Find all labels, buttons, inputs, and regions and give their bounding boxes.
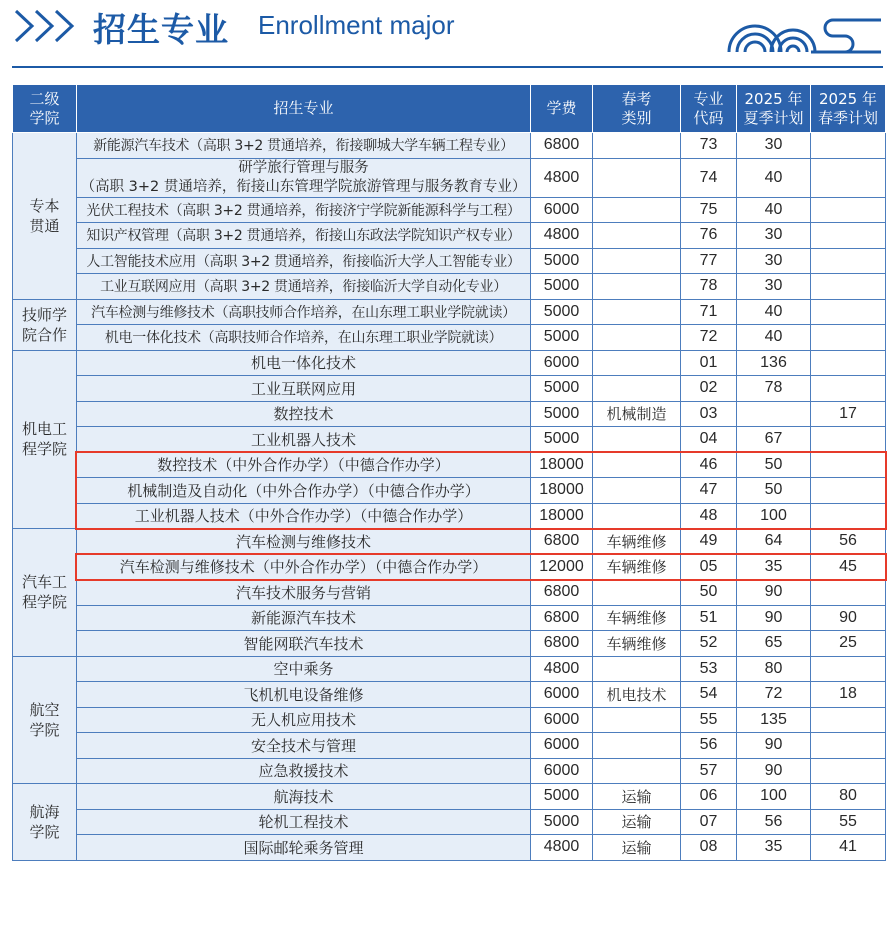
table-row [13,197,886,223]
code-cell: 71 [681,299,737,325]
college-cell: 专本 贯通 [13,133,77,300]
fee-cell: 12000 [531,554,593,580]
summer-plan-cell: 30 [737,223,811,249]
major-cell: 工业互联网应用 [77,376,531,402]
code-cell: 51 [681,605,737,631]
code-cell: 50 [681,580,737,606]
table-row [13,248,886,274]
college-cell: 汽车工 程学院 [13,529,77,657]
code-cell: 74 [681,158,737,197]
fee-cell: 5000 [531,325,593,351]
fee-cell: 4800 [531,656,593,682]
fee-cell: 6800 [531,605,593,631]
col-header-code: 专业 代码 [681,85,737,133]
major-cell: 数控技术 [77,401,531,427]
spring-category-cell [593,223,681,249]
summer-plan-cell: 30 [737,248,811,274]
fee-cell: 4800 [531,835,593,861]
spring-category-cell [593,299,681,325]
spring-category-cell [593,707,681,733]
code-cell: 75 [681,197,737,223]
code-cell: 76 [681,223,737,249]
major-cell: 汽车检测与维修技术（中外合作办学）（中德合作办学） [77,554,531,580]
spring-plan-cell [811,299,886,325]
spring-category-cell [593,580,681,606]
code-cell: 53 [681,656,737,682]
code-cell: 08 [681,835,737,861]
fee-cell: 6800 [531,580,593,606]
spring-category-cell [593,248,681,274]
spring-category-cell: 车辆维修 [593,631,681,657]
table-row [13,835,886,861]
spring-plan-cell: 41 [811,835,886,861]
spring-plan-cell [811,580,886,606]
spring-plan-cell [811,503,886,529]
fee-cell: 18000 [531,503,593,529]
major-cell: 航海技术 [77,784,531,810]
table-body [13,133,886,861]
summer-plan-cell: 35 [737,554,811,580]
spring-plan-cell [811,325,886,351]
fee-cell: 6000 [531,350,593,376]
summer-plan-cell: 30 [737,133,811,159]
summer-plan-cell: 65 [737,631,811,657]
spring-category-cell [593,376,681,402]
fee-cell: 6000 [531,682,593,708]
summer-plan-cell: 50 [737,478,811,504]
spring-plan-cell [811,758,886,784]
spring-category-cell: 机电技术 [593,682,681,708]
fee-cell: 6000 [531,758,593,784]
summer-plan-cell: 40 [737,325,811,351]
header-rule [12,66,883,68]
summer-plan-cell: 40 [737,299,811,325]
major-cell: 工业机器人技术 [77,427,531,453]
table-row [13,529,886,555]
table-row [13,158,886,197]
col-header-spring-category: 春考 类别 [593,85,681,133]
fee-cell: 6000 [531,197,593,223]
summer-plan-cell: 90 [737,605,811,631]
spring-plan-cell [811,478,886,504]
code-cell: 03 [681,401,737,427]
major-cell: 数控技术（中外合作办学）（中德合作办学） [77,452,531,478]
major-cell: 轮机工程技术 [77,809,531,835]
fee-cell: 5000 [531,784,593,810]
enrollment-table [12,84,886,861]
major-cell: 汽车检测与维修技术 [77,529,531,555]
spring-category-cell [593,197,681,223]
spring-plan-cell [811,350,886,376]
fee-cell: 5000 [531,376,593,402]
summer-plan-cell: 35 [737,835,811,861]
college-cell: 航空 学院 [13,656,77,784]
spring-category-cell: 运输 [593,835,681,861]
fee-cell: 6800 [531,631,593,657]
spring-category-cell [593,350,681,376]
spring-category-cell [593,158,681,197]
spring-plan-cell [811,656,886,682]
fee-cell: 6000 [531,707,593,733]
col-header-spring-plan: 2025 年 春季计划 [811,85,886,133]
spring-category-cell [593,733,681,759]
spring-plan-cell [811,376,886,402]
spring-plan-cell: 18 [811,682,886,708]
code-cell: 73 [681,133,737,159]
spring-plan-cell: 55 [811,809,886,835]
code-cell: 05 [681,554,737,580]
summer-plan-cell: 64 [737,529,811,555]
spring-plan-cell [811,274,886,300]
summer-plan-cell: 50 [737,452,811,478]
fee-cell: 5000 [531,427,593,453]
spring-plan-cell: 90 [811,605,886,631]
fee-cell: 5000 [531,248,593,274]
table-row [13,707,886,733]
table-row [13,554,886,580]
major-cell: 飞机机电设备维修 [77,682,531,708]
code-cell: 04 [681,427,737,453]
table-row [13,733,886,759]
table-row [13,401,886,427]
spring-category-cell: 车辆维修 [593,605,681,631]
table-row [13,223,886,249]
code-cell: 78 [681,274,737,300]
summer-plan-cell: 90 [737,733,811,759]
summer-plan-cell: 90 [737,758,811,784]
fee-cell: 4800 [531,158,593,197]
major-cell: 新能源汽车技术（高职 3+2 贯通培养，衔接聊城大学车辆工程专业） [77,133,531,159]
table-header-row [13,85,886,133]
fee-cell: 6800 [531,529,593,555]
spring-plan-cell: 25 [811,631,886,657]
major-cell: 汽车检测与维修技术（高职技师合作培养，在山东理工职业学院就读） [77,299,531,325]
page-header [0,0,895,70]
major-cell: 智能网联汽车技术 [77,631,531,657]
major-cell: 机电一体化技术 [77,350,531,376]
spring-plan-cell: 17 [811,401,886,427]
spring-plan-cell [811,452,886,478]
table-row [13,274,886,300]
spring-plan-cell [811,133,886,159]
code-cell: 77 [681,248,737,274]
table-row [13,809,886,835]
college-cell: 航海 学院 [13,784,77,861]
spring-plan-cell [811,427,886,453]
code-cell: 01 [681,350,737,376]
table-row [13,784,886,810]
major-cell: 光伏工程技术（高职 3+2 贯通培养，衔接济宁学院新能源科学与工程） [77,197,531,223]
code-cell: 56 [681,733,737,759]
major-cell: 安全技术与管理 [77,733,531,759]
spring-category-cell [593,427,681,453]
major-cell: 研学旅行管理与服务 （高职 3+2 贯通培养，衔接山东管理学院旅游管理与服务教育专业） [77,158,531,197]
table-row [13,580,886,606]
page-title: 招生专业 [93,10,229,49]
fee-cell: 5000 [531,401,593,427]
spring-plan-cell [811,197,886,223]
table-row [13,503,886,529]
spring-plan-cell [811,733,886,759]
fee-cell: 6000 [531,733,593,759]
summer-plan-cell: 78 [737,376,811,402]
table-row [13,682,886,708]
table-row [13,325,886,351]
page-subtitle: Enrollment major [258,10,455,40]
spring-plan-cell [811,707,886,733]
code-cell: 55 [681,707,737,733]
table-row [13,758,886,784]
table-row [13,427,886,453]
summer-plan-cell: 90 [737,580,811,606]
spring-category-cell [593,478,681,504]
summer-plan-cell: 30 [737,274,811,300]
fee-cell: 5000 [531,299,593,325]
summer-plan-cell: 40 [737,197,811,223]
table-row [13,376,886,402]
major-cell: 新能源汽车技术 [77,605,531,631]
table-row [13,656,886,682]
major-cell: 知识产权管理（高职 3+2 贯通培养，衔接山东政法学院知识产权专业） [77,223,531,249]
major-cell: 工业互联网应用（高职 3+2 贯通培养，衔接临沂大学自动化专业） [77,274,531,300]
summer-plan-cell: 100 [737,503,811,529]
major-cell: 机电一体化技术（高职技师合作培养，在山东理工职业学院就读） [77,325,531,351]
summer-plan-cell: 136 [737,350,811,376]
code-cell: 06 [681,784,737,810]
summer-plan-cell [737,401,811,427]
table-row [13,133,886,159]
summer-plan-cell: 135 [737,707,811,733]
fee-cell: 5000 [531,809,593,835]
fee-cell: 18000 [531,452,593,478]
major-cell: 空中乘务 [77,656,531,682]
fee-cell: 5000 [531,274,593,300]
table-row [13,350,886,376]
spring-category-cell [593,274,681,300]
major-cell: 应急救援技术 [77,758,531,784]
table-row [13,605,886,631]
summer-plan-cell: 80 [737,656,811,682]
spring-category-cell: 车辆维修 [593,529,681,555]
spring-category-cell [593,656,681,682]
table-row [13,478,886,504]
spring-category-cell: 车辆维修 [593,554,681,580]
code-cell: 49 [681,529,737,555]
spring-plan-cell [811,223,886,249]
spring-plan-cell [811,158,886,197]
spring-category-cell [593,325,681,351]
spring-category-cell: 运输 [593,809,681,835]
spring-plan-cell: 56 [811,529,886,555]
code-cell: 72 [681,325,737,351]
code-cell: 52 [681,631,737,657]
summer-plan-cell: 72 [737,682,811,708]
table-row [13,299,886,325]
code-cell: 07 [681,809,737,835]
wave-logo-icon [725,4,885,56]
major-cell: 机械制造及自动化（中外合作办学）（中德合作办学） [77,478,531,504]
table-row [13,452,886,478]
major-cell: 工业机器人技术（中外合作办学）（中德合作办学） [77,503,531,529]
fee-cell: 4800 [531,223,593,249]
summer-plan-cell: 100 [737,784,811,810]
col-header-fee: 学费 [531,85,593,133]
code-cell: 54 [681,682,737,708]
fee-cell: 18000 [531,478,593,504]
spring-plan-cell [811,248,886,274]
summer-plan-cell: 40 [737,158,811,197]
college-cell: 机电工 程学院 [13,350,77,529]
spring-plan-cell: 45 [811,554,886,580]
spring-category-cell [593,503,681,529]
major-cell: 人工智能技术应用（高职 3+2 贯通培养，衔接临沂大学人工智能专业） [77,248,531,274]
code-cell: 02 [681,376,737,402]
major-cell: 国际邮轮乘务管理 [77,835,531,861]
table-row [13,631,886,657]
spring-category-cell [593,758,681,784]
triple-chevron-icon [12,9,84,43]
summer-plan-cell: 56 [737,809,811,835]
major-cell: 汽车技术服务与营销 [77,580,531,606]
spring-category-cell [593,133,681,159]
spring-plan-cell: 80 [811,784,886,810]
code-cell: 48 [681,503,737,529]
summer-plan-cell: 67 [737,427,811,453]
major-cell: 无人机应用技术 [77,707,531,733]
spring-category-cell: 运输 [593,784,681,810]
code-cell: 57 [681,758,737,784]
code-cell: 46 [681,452,737,478]
spring-category-cell [593,452,681,478]
fee-cell: 6800 [531,133,593,159]
col-header-summer-plan: 2025 年 夏季计划 [737,85,811,133]
col-header-major: 招生专业 [77,85,531,133]
spring-category-cell: 机械制造 [593,401,681,427]
code-cell: 47 [681,478,737,504]
col-header-college: 二级 学院 [13,85,77,133]
college-cell: 技师学 院合作 [13,299,77,350]
